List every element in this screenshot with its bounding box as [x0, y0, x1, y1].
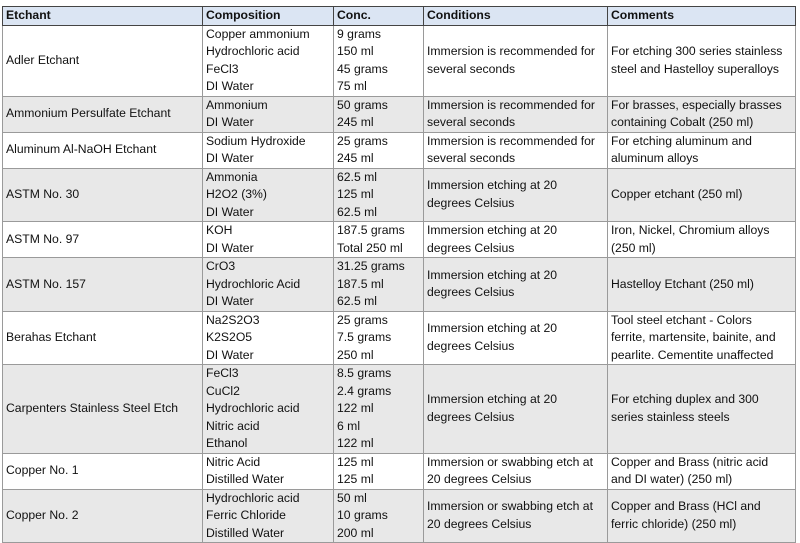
conditions-cell-line: Immersion or swabbing etch at — [427, 454, 593, 469]
comments-cell — [608, 222, 796, 258]
conditions-cell-line: Immersion is recommended for — [427, 133, 595, 148]
conc-cell-line: 125 ml — [337, 454, 374, 469]
composition-cell-line: Na2S2O3 — [206, 312, 260, 327]
conditions-cell-line: Immersion etching at 20 — [427, 392, 558, 407]
composition-cell — [203, 365, 334, 454]
etchant-name: Carpenters Stainless Steel Etch — [3, 365, 203, 454]
etchant-name: Berahas Etchant — [3, 311, 203, 365]
composition-cell-line: Hydrochloric acid — [206, 44, 300, 58]
etchant-name: ASTM No. 157 — [3, 258, 203, 312]
composition-cell-line: CrO3 — [206, 259, 236, 273]
composition-cell-line: Distilled Water — [206, 472, 285, 486]
comments-cell — [608, 258, 796, 312]
etchant-name: ASTM No. 30 — [3, 168, 203, 222]
table-row — [3, 96, 796, 132]
table-row — [3, 168, 796, 222]
conditions-cell — [424, 453, 608, 489]
conditions-cell — [424, 96, 608, 132]
table-row — [3, 222, 796, 258]
conditions-cell — [424, 489, 608, 543]
conditions-cell-line: several seconds — [427, 151, 516, 165]
composition-cell-line: DI Water — [206, 347, 254, 362]
comments-cell — [608, 96, 796, 132]
comments-cell-line: Tool steel etchant - Colors — [611, 312, 752, 327]
conc-cell — [334, 96, 424, 132]
conditions-cell-line: Immersion etching at 20 — [427, 178, 558, 193]
conc-cell — [334, 489, 424, 543]
comments-cell — [608, 168, 796, 222]
comments-cell-line: (250 ml) — [611, 240, 656, 255]
composition-cell-line: KOH — [206, 223, 233, 237]
composition-cell-line: FeCl3 — [206, 61, 239, 76]
header-conc: Conc. — [334, 7, 424, 26]
conditions-cell — [424, 311, 608, 365]
etchant-name: ASTM No. 97 — [3, 222, 203, 258]
composition-cell-line: Ethanol — [206, 436, 248, 450]
composition-cell — [203, 453, 334, 489]
conditions-cell — [424, 222, 608, 258]
comments-cell-line: For etching duplex and 300 — [611, 392, 759, 407]
composition-cell — [203, 132, 334, 168]
conditions-cell-line: Immersion is recommended for — [427, 97, 595, 112]
composition-cell-line: DI Water — [206, 115, 254, 129]
conc-cell-line: 8.5 grams — [337, 366, 392, 380]
conditions-cell — [424, 25, 608, 96]
conc-cell-line: 7.5 grams — [337, 330, 392, 344]
etchant-name: Adler Etchant — [3, 25, 203, 96]
etchant-name: Ammonium Persulfate Etchant — [3, 96, 203, 132]
conc-cell-line: 10 grams — [337, 508, 388, 522]
conc-cell-line: 200 ml — [337, 525, 374, 540]
header-conditions: Conditions — [424, 7, 608, 26]
conc-cell-line: 62.5 ml — [337, 294, 377, 308]
comments-cell — [608, 25, 796, 96]
composition-cell-line: K2S2O5 — [206, 330, 253, 344]
conc-cell — [334, 365, 424, 454]
header-comments: Comments — [608, 7, 796, 26]
composition-cell-line: Ammonium — [206, 97, 268, 112]
table-row — [3, 489, 796, 543]
conc-cell — [334, 453, 424, 489]
comments-cell-line: Iron, Nickel, Chromium alloys — [611, 223, 770, 237]
composition-cell — [203, 168, 334, 222]
conc-cell-line: 9 grams — [337, 26, 382, 41]
composition-cell-line: CuCl2 — [206, 383, 240, 398]
composition-cell-line: Nitric Acid — [206, 454, 261, 469]
conc-cell-line: 125 ml — [337, 472, 374, 486]
composition-cell-line: DI Water — [206, 79, 254, 93]
header-row — [3, 7, 796, 26]
composition-cell — [203, 222, 334, 258]
comments-cell-line: and DI water) (250 ml) — [611, 472, 733, 486]
conc-cell-line: 187.5 ml — [337, 276, 384, 291]
conditions-cell-line: degrees Celsius — [427, 409, 515, 424]
comments-cell — [608, 489, 796, 543]
conditions-cell-line: degrees Celsius — [427, 338, 515, 353]
composition-cell — [203, 489, 334, 543]
comments-cell-line: For etching 300 series stainless — [611, 44, 783, 58]
comments-cell — [608, 132, 796, 168]
conditions-cell-line: degrees Celsius — [427, 240, 515, 255]
conc-cell-line: 62.5 ml — [337, 169, 377, 184]
conditions-cell-line: degrees Celsius — [427, 195, 515, 210]
table-row — [3, 132, 796, 168]
comments-cell — [608, 365, 796, 454]
comments-cell-line: ferrite, martensite, bainite, and — [611, 330, 776, 344]
comments-cell — [608, 453, 796, 489]
composition-cell-line: H2O2 (3%) — [206, 187, 267, 201]
conc-cell — [334, 258, 424, 312]
conc-cell-line: 250 ml — [337, 347, 374, 362]
conditions-cell — [424, 168, 608, 222]
comments-cell-line: series stainless steels — [611, 409, 730, 424]
conc-cell-line: 50 grams — [337, 97, 388, 112]
composition-cell-line: Hydrochloric acid — [206, 490, 300, 505]
composition-cell-line: DI Water — [206, 294, 254, 308]
conc-cell — [334, 168, 424, 222]
composition-cell-line: DI Water — [206, 204, 254, 219]
header-etchant: Etchant — [3, 7, 203, 26]
conc-cell-line: 150 ml — [337, 44, 374, 58]
conc-cell-line: 75 ml — [337, 79, 367, 93]
conc-cell — [334, 311, 424, 365]
comments-cell-line: Copper and Brass (HCl and — [611, 499, 761, 514]
conditions-cell — [424, 132, 608, 168]
conc-cell-line: 25 grams — [337, 133, 388, 148]
etchant-name: Copper No. 1 — [3, 453, 203, 489]
conditions-cell-line: Immersion is recommended for — [427, 44, 595, 58]
table-row — [3, 258, 796, 312]
conditions-cell-line: 20 degrees Celsius — [427, 516, 532, 531]
conc-cell-line: 122 ml — [337, 401, 374, 415]
comments-cell-line: Copper and Brass (nitric acid — [611, 454, 769, 469]
composition-cell — [203, 25, 334, 96]
composition-cell-line: DI Water — [206, 240, 254, 255]
comments-cell-line: For brasses, especially brasses — [611, 97, 782, 112]
conc-cell-line: 50 ml — [337, 490, 367, 505]
composition-cell-line: Ferric Chloride — [206, 508, 286, 522]
conditions-cell-line: several seconds — [427, 115, 516, 129]
composition-cell — [203, 258, 334, 312]
comments-cell-line: ferric chloride) (250 ml) — [611, 516, 737, 531]
composition-cell — [203, 311, 334, 365]
composition-cell-line: Sodium Hydroxide — [206, 133, 306, 148]
conc-cell-line: 122 ml — [337, 436, 374, 450]
conc-cell-line: 187.5 grams — [337, 223, 405, 237]
conc-cell-line: 31.25 grams — [337, 259, 405, 273]
conditions-cell-line: Immersion etching at 20 — [427, 321, 558, 336]
comments-cell-line: containing Cobalt (250 ml) — [611, 115, 754, 129]
composition-cell-line: Hydrochloric Acid — [206, 276, 301, 291]
conditions-cell-line: 20 degrees Celsius — [427, 472, 532, 486]
conditions-cell-line: Immersion etching at 20 — [427, 223, 558, 237]
comments-cell-line: aluminum alloys — [611, 151, 699, 165]
composition-cell-line: Nitric acid — [206, 418, 260, 433]
conc-cell-line: Total 250 ml — [337, 240, 403, 255]
conc-cell-line: 62.5 ml — [337, 204, 377, 219]
conc-cell-line: 245 ml — [337, 151, 374, 165]
conc-cell — [334, 25, 424, 96]
composition-cell — [203, 96, 334, 132]
conditions-cell-line: Immersion or swabbing etch at — [427, 499, 593, 514]
conditions-cell-line: Immersion etching at 20 — [427, 267, 558, 282]
comments-cell-line: Hastelloy Etchant (250 ml) — [611, 276, 754, 291]
conc-cell-line: 2.4 grams — [337, 383, 392, 398]
composition-cell-line: Ammonia — [206, 169, 258, 184]
comments-cell-line: steel and Hastelloy superalloys — [611, 61, 780, 76]
conc-cell-line: 45 grams — [337, 61, 388, 76]
table-body — [3, 25, 796, 543]
comments-cell — [608, 311, 796, 365]
conc-cell-line: 245 ml — [337, 115, 374, 129]
etchant-name: Aluminum Al-NaOH Etchant — [3, 132, 203, 168]
table-row — [3, 25, 796, 96]
conditions-cell — [424, 365, 608, 454]
composition-cell-line: DI Water — [206, 151, 254, 165]
conc-cell — [334, 132, 424, 168]
header-composition: Composition — [203, 7, 334, 26]
etchant-name: Copper No. 2 — [3, 489, 203, 543]
comments-cell-line: Copper etchant (250 ml) — [611, 187, 743, 201]
table-row — [3, 311, 796, 365]
composition-cell-line: Copper ammonium — [206, 26, 310, 41]
conditions-cell-line: degrees Celsius — [427, 285, 515, 300]
table-row — [3, 453, 796, 489]
conditions-cell — [424, 258, 608, 312]
composition-cell-line: Hydrochloric acid — [206, 401, 300, 415]
composition-cell-line: Distilled Water — [206, 525, 285, 540]
composition-cell-line: FeCl3 — [206, 366, 239, 380]
conc-cell-line: 25 grams — [337, 312, 388, 327]
conc-cell-line: 6 ml — [337, 418, 361, 433]
conc-cell — [334, 222, 424, 258]
etchant-table — [2, 6, 796, 543]
comments-cell-line: pearlite. Cementite unaffected — [611, 347, 774, 362]
comments-cell-line: For etching aluminum and — [611, 133, 752, 148]
table-row — [3, 365, 796, 454]
conc-cell-line: 125 ml — [337, 187, 374, 201]
conditions-cell-line: several seconds — [427, 61, 516, 76]
